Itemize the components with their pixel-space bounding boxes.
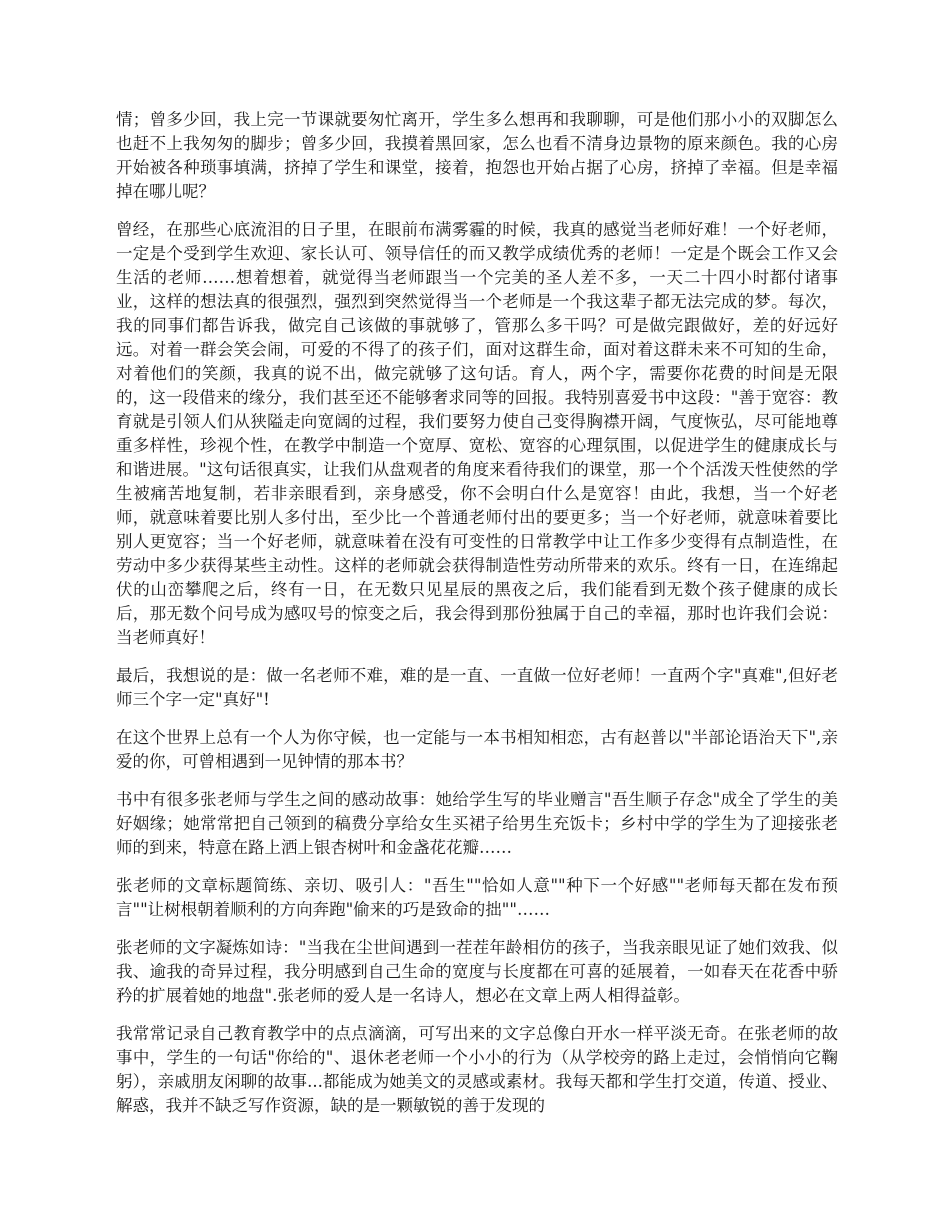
paragraph-2: 曾经，在那些心底流泪的日子里，在眼前布满雾霾的时候，我真的感觉当老师好难！一个好老师，一定是个受到学生欢迎、家长认可、领导信任的而又教学成绩优秀的老师！一定是个既会工作又会生活的老师……想着想着，就觉得当老师跟当一个完美的圣人差不多，一天二十四小时都付诸事业，这样的想法真的很强烈，强烈到突然觉得当一个老师是一个我这辈子都无法完成的梦。每次，我的同事们都告诉我，做完自己该做的事就够了，管那么多干吗？可是做完跟做好，差的好远好远。对着一群会笑会闹，可爱的不得了的孩子们，面对这群生命，面对着这群未来不可知的生命，对着他们的笑颜，我真的说不出，做完就够了这句话。育人，两个字，需要你花费的时间是无限的，这一段借来的缘分，我们甚至还不能够奢求同等的回报。我特别喜爱书中这段："善于宽容：教育就是引领人们从狭隘走向宽阔的过程，我们要努力使自己变得胸襟开阔，气度恢弘，尽可能地尊重多样性，珍视个性，在教学中制造一个宽厚、宽松、宽容的心理氛围，以促进学生的健康成长与和谐进展。"这句话很真实，让我们从盘观者的角度来看待我们的课堂，那一个个活泼天性使然的学生被痛苦地复制，若非亲眼看到，亲身感受，你不会明白什么是宽容！由此，我想，当一个好老师，就意味着要比别人多付出，至少比一个普通老师付出的要更多；当一个好老师，就意味着要比别人更宽容；当一个好老师，就意味着在没有可变性的日常教学中让工作多少变得有点制造性，在劳动中多少获得某些主动性。这样的老师就会获得制造性劳动所带来的欢乐。终有一日，在连绵起伏的山峦攀爬之后，终有一日，在无数只见星辰的黑夜之后，我们能看到无数个孩子健康的成长后，那无数个问号成为感叹号的惊变之后，我会得到那份独属于自己的幸福，那时也许我们会说：当老师真好！: [116, 220, 838, 647]
paragraph-5: 书中有很多张老师与学生之间的感动故事：她给学生写的毕业赠言"吾生顺子存念"成全了学生的美好姻缘；她常常把自己领到的稿费分享给女生买裙子给男生充饭卡；乡村中学的学生为了迎接张老师的到来，特意在路上洒上银杏树叶和金盏花花瓣……: [116, 790, 838, 857]
paragraph-3: 最后，我想说的是：做一名老师不难，难的是一直、一直做一位好老师！一直两个字"真难",但好老师三个字一定"真好"!: [116, 666, 838, 709]
paragraph-8: 我常常记录自己教育教学中的点点滴滴，可写出来的文字总像白开水一样平淡无奇。在张老师的故事中，学生的一句话"你给的"、退休老老师一个小小的行为（从学校旁的路上走过，会悄悄向它鞠躬），亲戚朋友闲聊的故事...都能成为她美文的灵感或素材。我每天都和学生打交道，传道、授业、解惑，我并不缺乏写作资源，缺的是一颗敏锐的善于发现的: [116, 1024, 838, 1115]
paragraph-4: 在这个世界上总有一个人为你守候，也一定能与一本书相知相恋，古有赵普以"半部论语治天下",亲爱的你，可曾相遇到一见钟情的那本书？: [116, 728, 838, 771]
document-body: [116, 108, 838, 1132]
paragraph-6: 张老师的文章标题简练、亲切、吸引人："吾生""恰如人意""种下一个好感""老师每天都在发布预言""让树根朝着顺利的方向奔跑"偷来的巧是致命的拙""……: [116, 876, 838, 919]
paragraph-1: 情；曾多少回，我上完一节课就要匆忙离开，学生多么想再和我聊聊，可是他们那小小的双脚怎么也赶不上我匆匆的脚步；曾多少回，我摸着黑回家，怎么也看不清身边景物的原来颜色。我的心房开始被各种琐事填满，挤掉了学生和课堂，接着，抱怨也开始占据了心房，挤掉了幸福。但是幸福掉在哪儿呢？: [116, 110, 838, 201]
paragraph-7: 张老师的文字凝炼如诗："当我在尘世间遇到一茬茬年龄相仿的孩子，当我亲眼见证了她们效我、似我、逾我的奇异过程，我分明感到自己生命的宽度与长度都在可喜的延展着，一如春天在花香中骄矜的扩展着她的地盘".张老师的爱人是一名诗人，想必在文章上两人相得益彰。: [116, 938, 838, 1005]
